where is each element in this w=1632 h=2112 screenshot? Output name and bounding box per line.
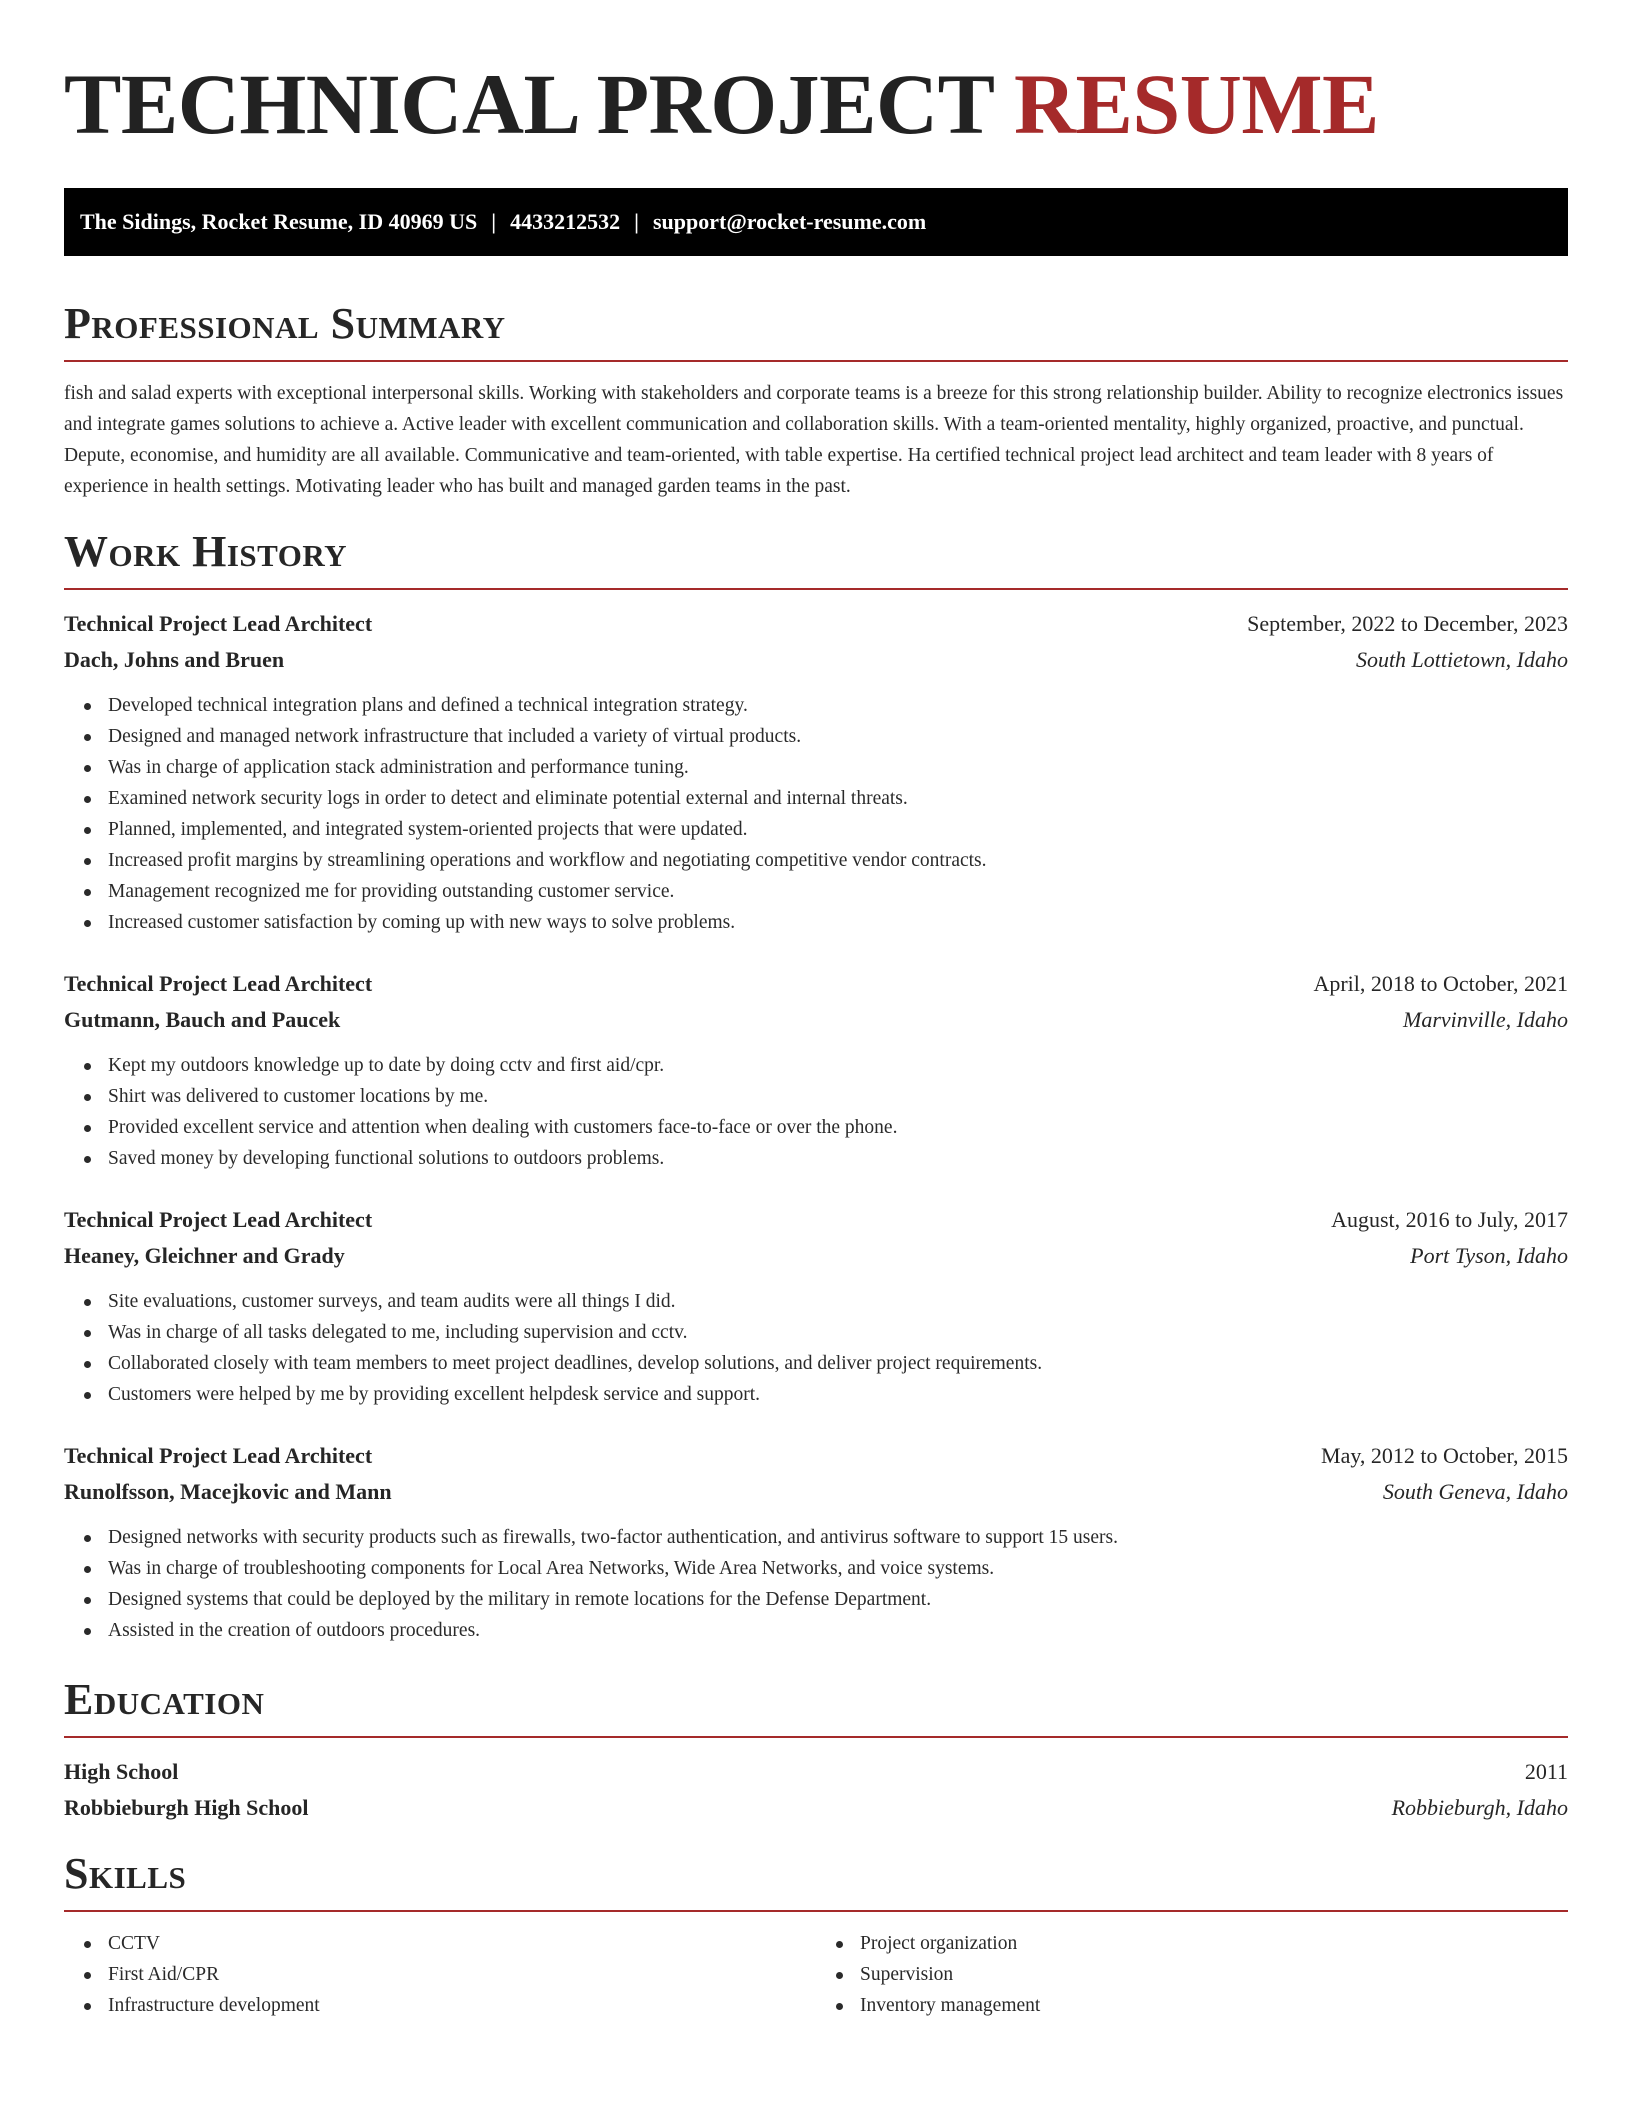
job-bullet: Designed systems that could be deployed by the military in remote locations for the Defense Department. [84,1584,1568,1615]
job-company: Dach, Johns and Bruen [64,647,285,672]
education-row-2 [64,1790,1568,1826]
job-bullet: Customers were helped by me by providing excellent helpdesk service and support. [84,1379,1568,1410]
job-bullet: Was in charge of application stack administration and performance tuning. [84,752,1568,783]
section-title-summary: Professional Summary [64,299,506,348]
job-dates: September, 2022 to December, 2023 [1247,611,1568,636]
contact-separator: | [491,209,497,234]
skill-item: CCTV [84,1928,816,1959]
job-role: Technical Project Lead Architect [64,971,373,996]
contact-separator: | [634,209,639,234]
skill-item: Infrastructure development [84,1990,816,2021]
job-bullet: Assisted in the creation of outdoors procedures. [84,1615,1568,1646]
contact-phone: 4433212532 [510,209,621,234]
job-bullet: Was in charge of troubleshooting components for Local Area Networks, Wide Area Networks, and voice systems. [84,1553,1568,1584]
skills-column-right [816,1928,1568,2021]
skill-item: Project organization [836,1928,1568,1959]
skills-list-left [64,1928,816,2021]
job-company-row [64,642,1568,678]
job-bullet: Provided excellent service and attention when dealing with customers face-to-face or over the phone. [84,1112,1568,1143]
education-row-1 [64,1754,1568,1790]
job-role: Technical Project Lead Architect [64,611,373,636]
job-bullet: Examined network security logs in order to detect and eliminate potential external and internal threats. [84,783,1568,814]
section-divider [64,1736,1568,1738]
job-bullet: Shirt was delivered to customer locations by me. [84,1081,1568,1112]
job-bullet: Collaborated closely with team members to meet project deadlines, develop solutions, and deliver project requirements. [84,1348,1568,1379]
professional-summary-section [64,298,1568,502]
job-location: Marvinville, Idaho [1403,1007,1568,1032]
job-bullet-list [64,1522,1568,1646]
skill-item: First Aid/CPR [84,1959,816,1990]
job-dates: May, 2012 to October, 2015 [1321,1443,1568,1468]
job-dates: April, 2018 to October, 2021 [1313,971,1568,996]
job-entry [64,606,1568,938]
job-company: Runolfsson, Macejkovic and Mann [64,1479,392,1504]
job-company-row [64,1474,1568,1510]
job-dates: August, 2016 to July, 2017 [1331,1207,1568,1232]
contact-email[interactable]: support@rocket-resume.com [652,209,927,234]
job-bullet: Developed technical integration plans and defined a technical integration strategy. [84,690,1568,721]
job-bullet: Planned, implemented, and integrated system-oriented projects that were updated. [84,814,1568,845]
title-main: TECHNICAL PROJECT [64,56,993,152]
job-header-row [64,1438,1568,1474]
skills-column-left [64,1928,816,2021]
job-bullet: Designed networks with security products such as firewalls, two-factor authentication, and antivirus software to support 15 users. [84,1522,1568,1553]
job-bullet: Management recognized me for providing outstanding customer service. [84,876,1568,907]
skills-grid [64,1928,1568,2021]
education-degree: High School [64,1759,179,1784]
job-list [64,606,1568,1646]
job-bullet: Designed and managed network infrastructure that included a variety of virtual products. [84,721,1568,752]
section-title-skills: Skills [64,1849,187,1898]
education-school: Robbieburgh High School [64,1795,309,1820]
job-role: Technical Project Lead Architect [64,1207,373,1232]
job-bullet-list [64,690,1568,938]
skill-item: Supervision [836,1959,1568,1990]
job-bullet: Saved money by developing functional solutions to outdoors problems. [84,1143,1568,1174]
summary-text: fish and salad experts with exceptional interpersonal skills. Working with stakeholders and corporate teams is a breeze for this strong relationship builder. Ability to recognize electronics issues and integrate games solutions to achieve a. Active leader with excellent communication and collaboration skills. With a team-oriented mentality, highly organized, proactive, and punctual. Depute, economise, and humidity are all available. Communicative and team-oriented, with table expertise. Ha certified technical project lead architect and team leader with 8 years of experience in health settings. Motivating leader who has built and managed garden teams in the past. [64,383,1564,497]
job-bullet: Increased customer satisfaction by coming up with new ways to solve problems. [84,907,1568,938]
job-entry [64,966,1568,1174]
job-bullet: Site evaluations, customer surveys, and team audits were all things I did. [84,1286,1568,1317]
job-header-row [64,606,1568,642]
job-company-row [64,1002,1568,1038]
job-entry [64,1202,1568,1410]
job-company-row [64,1238,1568,1274]
section-divider [64,588,1568,590]
title-accent: RESUME [1013,56,1379,152]
job-bullet-list [64,1050,1568,1174]
job-bullet: Increased profit margins by streamlining operations and workflow and negotiating competitive vendor contracts. [84,845,1568,876]
skills-section [64,1848,1568,2021]
job-company: Heaney, Gleichner and Grady [64,1243,345,1268]
contact-address: The Sidings, Rocket Resume, ID 40969 US [80,209,478,234]
resume-title [64,56,1568,152]
education-location: Robbieburgh, Idaho [1391,1795,1568,1820]
job-company: Gutmann, Bauch and Paucek [64,1007,341,1032]
work-history-section [64,526,1568,1646]
skills-list-right [816,1928,1568,2021]
job-location: Port Tyson, Idaho [1410,1243,1568,1268]
job-header-row [64,966,1568,1002]
skill-item: Inventory management [836,1990,1568,2021]
job-location: South Lottietown, Idaho [1355,647,1568,672]
job-bullet-list [64,1286,1568,1410]
job-header-row [64,1202,1568,1238]
job-bullet: Kept my outdoors knowledge up to date by doing cctv and first aid/cpr. [84,1050,1568,1081]
education-year: 2011 [1524,1759,1568,1784]
job-location: South Geneva, Idaho [1382,1479,1568,1504]
job-bullet: Was in charge of all tasks delegated to me, including supervision and cctv. [84,1317,1568,1348]
section-title-education: Education [64,1675,265,1724]
section-divider [64,1910,1568,1912]
section-divider [64,360,1568,362]
job-entry [64,1438,1568,1646]
contact-bar [64,188,1568,256]
section-title-work-history: Work History [64,527,348,576]
education-section [64,1674,1568,1826]
job-role: Technical Project Lead Architect [64,1443,373,1468]
